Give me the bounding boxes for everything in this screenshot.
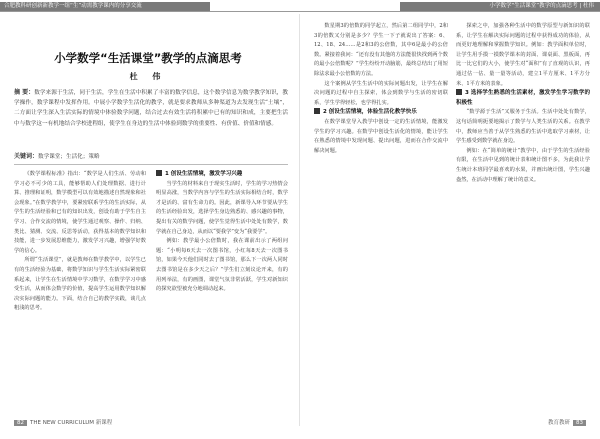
paragraph: 探索之中，加强各种生活中的数学原型与新知识的联系，让学生在解决实际问题的过程中获得成功的体验，从而更好地理解和掌握数学知识。例如：教学面积单位时，让学生用手摸一摸数学课本的封面、课桌面、黑板面，再比一比它们的大小，使学生对“面积”有了直观的认识，再通过估一估、量一量等活动，建立1平方厘米、1平方分米、1平方米的表象。 bbox=[456, 23, 590, 87]
paragraph: 《数学课程标准》指出：“数学是人们生活、劳动和学习必不可少的工具，能够帮助人们处理数据、进行计算、推理和证明，数学模型可以有效地描述自然现象和社会现象。”在数学教学中，要紧密联系学生的生活实际，从学生的生活经验和已有的知识出发，创设有助于学生自主学习、合作交流的情境，使学生通过观察、操作、归纳、类比、猜测、交流、反思等活动，获得基本的数学知识和技能，进一步发展思维能力，激发学习兴趣，增强学好数学的信心。 bbox=[14, 171, 146, 254]
heading-marker-icon bbox=[456, 89, 462, 95]
column-3 bbox=[314, 22, 448, 420]
header-right-bar bbox=[400, 2, 600, 11]
column-2 bbox=[156, 170, 288, 426]
header-left-bar bbox=[0, 2, 210, 11]
paragraph: 在数学课堂导入教学中创设一定的生活情境，能激发学生的学习兴趣。在数学中创设生活化的情境，能让学生在熟悉的情境中发现问题、提出问题，进而在合作交流中解决问题。 bbox=[314, 118, 448, 154]
header-right-label: 小学数学“生活课堂”教学的点滴思考 | 杜伟 bbox=[489, 3, 594, 9]
keywords bbox=[14, 152, 288, 162]
heading-marker-icon bbox=[314, 108, 320, 114]
left-page bbox=[0, 14, 296, 426]
paragraph: 例如：教学最小公倍数时，我在课前出示了两组问题：“小明每6天去一次图书馆，小红每8天去一次图书馆，如果今天他们同时去了图书馆，那么下一次两人同时去图书馆是在多少天之后？”学生们立刻议论开来，有的用列举法，有的画图，课堂气氛非常活跃，学生对新知识的探究欲望被充分地调动起来。 bbox=[156, 238, 288, 293]
right-page bbox=[304, 14, 600, 426]
footer-left bbox=[14, 418, 112, 426]
heading-marker-icon bbox=[156, 170, 162, 176]
paragraph: 当学生的材料来自于现实生活时，学生的学习热情会明显高涨，当数学内容与学生的生活实际相结合时，数学才是活的、富有生命力的。因此，新课导入环节要从学生的生活经验出发，选择学生身边熟悉的、感兴趣的事物，提出有关的数学问题，使学生觉得生活中处处有数学，数学就在自己身边，从而以“要我学”变为“我要学”。 bbox=[156, 180, 288, 235]
abstract-separator bbox=[14, 164, 288, 165]
paragraph: 这个案例从学生生活中的实际问题出发，让学生在解决问题的过程中自主探索，体会到数学与生活的密切联系，学生学得轻松，也学得扎实。 bbox=[314, 80, 448, 106]
article-author: 杜 伟 bbox=[129, 71, 167, 81]
column-4 bbox=[456, 22, 590, 420]
section-heading-1: 1 创设生活情境，激发学习兴趣 bbox=[156, 170, 288, 180]
abstract-label: 摘 要： bbox=[14, 89, 35, 96]
section-heading-2: 2 创设生活情境，体验生活化教学快乐 bbox=[314, 108, 448, 118]
footer-right-text: 教育教研 bbox=[547, 420, 570, 426]
page-number-left: 82 bbox=[14, 420, 27, 426]
header-rule bbox=[0, 11, 600, 12]
header-left-label: 合肥教科研创新新教学一组“生”动需教学课内的分享交流 bbox=[4, 3, 142, 9]
footer-right bbox=[548, 418, 586, 426]
keywords-text: 数学课堂；生活化；策略 bbox=[38, 154, 100, 160]
page-number-right: 83 bbox=[573, 420, 586, 426]
paragraph: 例如：在“简单的统计”教学中，由于学生的生活经验有限，在生活中见到的统计表和统计图不多，为此我让学生统计本班同学最喜欢的水果，并画出统计图，学生兴趣盎然，在活动中理解了统计的意义。 bbox=[456, 147, 590, 183]
column-1 bbox=[14, 170, 146, 426]
paragraph: 数星期3的倍数的同学起立，然后第二组同学中，2和3的倍数又分别是多少？学生一下子就说出了答案：6、12、18、24……是2和3的公倍数，其中6是最小的公倍数。紧接着我问：“还有没有其他的方法能很快找到两个数的最小公倍数呢？”学生纷纷开动脑筋，最终总结出了用短除法求最小公倍数的方法。 bbox=[314, 23, 448, 77]
abstract bbox=[14, 88, 288, 129]
footer-left-text: THE NEW CURRICULUM 新课程 bbox=[30, 420, 113, 426]
keywords-label: 关键词： bbox=[14, 153, 39, 160]
article-title: 小学数学“生活课堂”教学的点滴思考 bbox=[54, 51, 242, 65]
abstract-text: 数学来源于生活，同于生活，学生在生活中积累了丰富的数学信息，这个数学信息为数学教学知识，教学操作，数学课程中发挥作用。中展小学数学生活化的教学，就是要求教师从多种渠道为去发现生活“土壤”，二方面让学生深入生活实际的情境中体验数学问题，结合过去有效生活将积累中已有的知识和成，主要把生活中与数学这一有机地结合学校进程组，使学生在身边的生活中体验到数学的重要性、有价值、价值和情感。 bbox=[14, 90, 288, 127]
paragraph: “数学源于生活”又服务于生活。生活中处处有数学，这句话简明扼要地揭示了数学与人类生活的关系。在教学中，教师应当善于从学生熟悉的生活中选取学习素材，让学生感受到数学就在身边。 bbox=[456, 109, 590, 145]
running-header bbox=[0, 0, 600, 12]
page-gutter bbox=[299, 14, 300, 426]
section-heading-3: 3 选择学生熟悉的生活素材，激发学生学习数学的积极性 bbox=[456, 90, 590, 106]
paragraph: 所谓“生活课堂”，就是教师在数学教学中，以学生已有的生活经验为基础，将数学知识与学生生活实际紧密联系起来，让学生在生活情境中学习数学，在数学学习中感受生活，从而体会数学的价值，提高学生运用数学知识解决实际问题的能力。下面，结合自己的教学实践，谈几点粗浅的思考。 bbox=[14, 257, 146, 312]
